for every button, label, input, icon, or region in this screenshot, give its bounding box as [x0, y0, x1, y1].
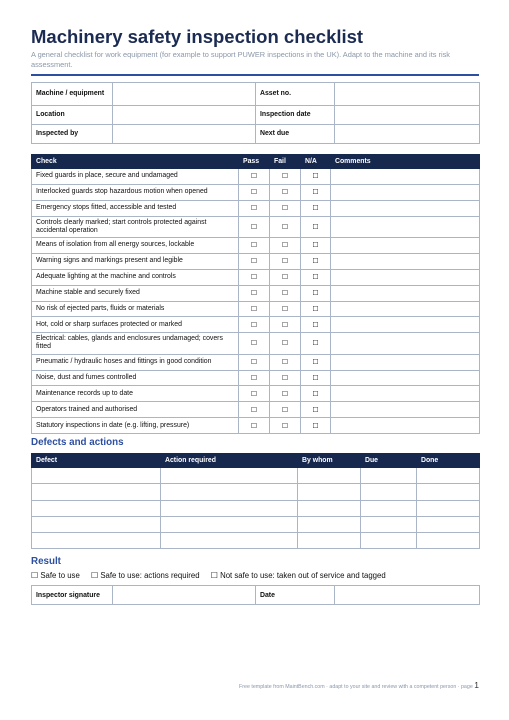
check-item-label: Maintenance records up to date: [32, 386, 239, 402]
pass-checkbox[interactable]: ☐: [239, 285, 270, 301]
check-item-label: Emergency stops fitted, accessible and tested: [32, 200, 239, 216]
pass-checkbox[interactable]: ☐: [239, 354, 270, 370]
defect-column-header: Defect: [32, 454, 161, 468]
page-footer: [31, 680, 479, 690]
result-option-not-safe[interactable]: ☐ Not safe to use: taken out of service and tagged: [210, 571, 386, 580]
page-number: 1: [474, 680, 479, 690]
signature-date-label: Date: [256, 586, 335, 605]
fail-checkbox[interactable]: ☐: [270, 402, 301, 418]
comments-cell[interactable]: [331, 285, 480, 301]
defects-table: [31, 453, 480, 549]
checklist-row: [32, 354, 480, 370]
checklist-row: [32, 317, 480, 333]
fail-checkbox[interactable]: ☐: [270, 285, 301, 301]
defects-header-row: [32, 454, 480, 468]
result-section-title: Result: [31, 556, 61, 567]
inspection-info-table: [31, 82, 480, 144]
checklist-row: [32, 402, 480, 418]
pass-checkbox[interactable]: ☐: [239, 253, 270, 269]
fail-checkbox[interactable]: ☐: [270, 200, 301, 216]
na-checkbox[interactable]: ☐: [301, 317, 331, 333]
comments-cell[interactable]: [331, 269, 480, 285]
na-checkbox[interactable]: ☐: [301, 285, 331, 301]
by-whom-cell[interactable]: [298, 500, 361, 516]
done-cell[interactable]: [417, 484, 480, 500]
pass-checkbox[interactable]: ☐: [239, 402, 270, 418]
checkbox-icon[interactable]: ☐: [210, 571, 218, 580]
by-whom-cell[interactable]: [298, 516, 361, 532]
title-divider: [31, 74, 479, 76]
location-field[interactable]: [113, 106, 256, 125]
na-checkbox[interactable]: ☐: [301, 354, 331, 370]
na-checkbox[interactable]: ☐: [301, 200, 331, 216]
result-option-safe[interactable]: ☐ Safe to use: [31, 571, 80, 580]
pass-checkbox[interactable]: ☐: [239, 200, 270, 216]
fail-checkbox[interactable]: ☐: [270, 370, 301, 386]
action-cell[interactable]: [161, 484, 298, 500]
check-item-label: Means of isolation from all energy sources, lockable: [32, 237, 239, 253]
comments-cell[interactable]: [331, 301, 480, 317]
comments-cell[interactable]: [331, 317, 480, 333]
comments-cell[interactable]: [331, 237, 480, 253]
by-whom-column-header: By whom: [298, 454, 361, 468]
checklist-row: [32, 418, 480, 434]
check-item-label: Fixed guards in place, secure and undamaged: [32, 169, 239, 185]
comments-cell[interactable]: [331, 253, 480, 269]
defect-cell[interactable]: [32, 484, 161, 500]
action-cell[interactable]: [161, 516, 298, 532]
checklist-table: [31, 154, 480, 434]
pass-checkbox[interactable]: ☐: [239, 237, 270, 253]
fail-checkbox[interactable]: ☐: [270, 418, 301, 434]
result-options: [31, 571, 395, 580]
comments-cell[interactable]: [331, 402, 480, 418]
checklist-row: [32, 370, 480, 386]
comments-cell[interactable]: [331, 418, 480, 434]
defect-row: [32, 533, 480, 549]
na-checkbox[interactable]: ☐: [301, 253, 331, 269]
comments-cell[interactable]: [331, 386, 480, 402]
inspector-signature-field[interactable]: [113, 586, 256, 605]
na-checkbox[interactable]: ☐: [301, 216, 331, 237]
checklist-row: [32, 169, 480, 185]
page-subtitle: A general checklist for work equipment (for example to support PUWER inspections in the UK). Adapt to the machine and its risk assessment.: [31, 50, 450, 69]
fail-checkbox[interactable]: ☐: [270, 354, 301, 370]
checklist-row: [32, 200, 480, 216]
fail-checkbox[interactable]: ☐: [270, 301, 301, 317]
na-column-header: N/A: [301, 155, 331, 169]
checklist-row: [32, 184, 480, 200]
due-cell[interactable]: [361, 516, 417, 532]
check-column-header: Check: [32, 155, 239, 169]
checklist-header-row: [32, 155, 480, 169]
defect-cell[interactable]: [32, 468, 161, 484]
defect-row: [32, 500, 480, 516]
pass-column-header: Pass: [239, 155, 270, 169]
action-cell[interactable]: [161, 468, 298, 484]
na-checkbox[interactable]: ☐: [301, 370, 331, 386]
inspection-date-field[interactable]: [335, 106, 480, 125]
na-checkbox[interactable]: ☐: [301, 237, 331, 253]
fail-checkbox[interactable]: ☐: [270, 386, 301, 402]
signature-date-field[interactable]: [335, 586, 480, 605]
action-cell[interactable]: [161, 533, 298, 549]
check-item-label: Statutory inspections in date (e.g. lifting, pressure): [32, 418, 239, 434]
checklist-row: [32, 237, 480, 253]
na-checkbox[interactable]: ☐: [301, 269, 331, 285]
fail-checkbox[interactable]: ☐: [270, 216, 301, 237]
check-item-label: Machine stable and securely fixed: [32, 285, 239, 301]
due-cell[interactable]: [361, 500, 417, 516]
check-item-label: No risk of ejected parts, fluids or materials: [32, 301, 239, 317]
fail-checkbox[interactable]: ☐: [270, 237, 301, 253]
checklist-row: [32, 253, 480, 269]
pass-checkbox[interactable]: ☐: [239, 216, 270, 237]
inspected-by-label: Inspected by: [32, 125, 113, 144]
page-title: Machinery safety inspection checklist: [31, 26, 364, 47]
pass-checkbox[interactable]: ☐: [239, 418, 270, 434]
next-due-label: Next due: [256, 125, 335, 144]
machine-label: Machine / equipment: [32, 83, 113, 106]
checklist-row: [32, 269, 480, 285]
fail-checkbox[interactable]: ☐: [270, 333, 301, 354]
checkbox-icon[interactable]: ☐: [90, 571, 99, 580]
due-cell[interactable]: [361, 533, 417, 549]
inspector-signature-label: Inspector signature: [32, 586, 113, 605]
defect-row: [32, 516, 480, 532]
defect-cell[interactable]: [32, 500, 161, 516]
fail-checkbox[interactable]: ☐: [270, 317, 301, 333]
due-cell[interactable]: [361, 468, 417, 484]
checklist-row: [32, 216, 480, 237]
check-item-label: Interlocked guards stop hazardous motion when opened: [32, 184, 239, 200]
na-checkbox[interactable]: ☐: [301, 386, 331, 402]
check-item-label: Adequate lighting at the machine and controls: [32, 269, 239, 285]
due-cell[interactable]: [361, 484, 417, 500]
check-item-label: Operators trained and authorised: [32, 402, 239, 418]
fail-checkbox[interactable]: ☐: [270, 253, 301, 269]
fail-column-header: Fail: [270, 155, 301, 169]
comments-cell[interactable]: [331, 169, 480, 185]
checklist-row: [32, 301, 480, 317]
asset-no-field[interactable]: [335, 83, 480, 106]
inspected-by-field[interactable]: [113, 125, 256, 144]
defects-section-title: Defects and actions: [31, 437, 124, 448]
checkbox-icon[interactable]: ☐: [31, 571, 39, 580]
fail-checkbox[interactable]: ☐: [270, 269, 301, 285]
na-checkbox[interactable]: ☐: [301, 333, 331, 354]
comments-cell[interactable]: [331, 333, 480, 354]
pass-checkbox[interactable]: ☐: [239, 169, 270, 185]
signature-table: [31, 585, 480, 605]
done-cell[interactable]: [417, 533, 480, 549]
na-checkbox[interactable]: ☐: [301, 301, 331, 317]
defect-row: [32, 468, 480, 484]
na-checkbox[interactable]: ☐: [301, 184, 331, 200]
comments-cell[interactable]: [331, 370, 480, 386]
by-whom-cell[interactable]: [298, 484, 361, 500]
check-item-label: Hot, cold or sharp surfaces protected or marked: [32, 317, 239, 333]
result-option-safe-with-actions[interactable]: ☐ Safe to use: actions required: [90, 571, 200, 580]
next-due-field[interactable]: [335, 125, 480, 144]
comments-cell[interactable]: [331, 216, 480, 237]
footer-text: Free template from MaintBench.com · adapt to your site and review with a competent person · page: [239, 684, 473, 690]
checklist-row: [32, 386, 480, 402]
defect-cell[interactable]: [32, 533, 161, 549]
check-item-label: Noise, dust and fumes controlled: [32, 370, 239, 386]
na-checkbox[interactable]: ☐: [301, 418, 331, 434]
pass-checkbox[interactable]: ☐: [239, 269, 270, 285]
done-cell[interactable]: [417, 500, 480, 516]
pass-checkbox[interactable]: ☐: [239, 184, 270, 200]
inspection-date-label: Inspection date: [256, 106, 335, 125]
checklist-row: [32, 285, 480, 301]
check-item-label: Electrical: cables, glands and enclosures undamaged; covers fitted: [32, 333, 239, 354]
pass-checkbox[interactable]: ☐: [239, 386, 270, 402]
na-checkbox[interactable]: ☐: [301, 402, 331, 418]
location-label: Location: [32, 106, 113, 125]
done-cell[interactable]: [417, 468, 480, 484]
defect-row: [32, 484, 480, 500]
fail-checkbox[interactable]: ☐: [270, 169, 301, 185]
na-checkbox[interactable]: ☐: [301, 169, 331, 185]
checklist-row: [32, 333, 480, 354]
action-cell[interactable]: [161, 500, 298, 516]
done-cell[interactable]: [417, 516, 480, 532]
check-item-label: Warning signs and markings present and legible: [32, 253, 239, 269]
checklist-body: [32, 169, 480, 434]
comments-column-header: Comments: [331, 155, 480, 169]
defect-cell[interactable]: [32, 516, 161, 532]
fail-checkbox[interactable]: ☐: [270, 184, 301, 200]
action-column-header: Action required: [161, 454, 298, 468]
pass-checkbox[interactable]: ☐: [239, 317, 270, 333]
by-whom-cell[interactable]: [298, 468, 361, 484]
pass-checkbox[interactable]: ☐: [239, 370, 270, 386]
pass-checkbox[interactable]: ☐: [239, 333, 270, 354]
pass-checkbox[interactable]: ☐: [239, 301, 270, 317]
machine-field[interactable]: [113, 83, 256, 106]
check-item-label: Controls clearly marked; start controls protected against accidental operation: [32, 216, 239, 237]
asset-no-label: Asset no.: [256, 83, 335, 106]
comments-cell[interactable]: [331, 200, 480, 216]
done-column-header: Done: [417, 454, 480, 468]
check-item-label: Pneumatic / hydraulic hoses and fittings in good condition: [32, 354, 239, 370]
due-column-header: Due: [361, 454, 417, 468]
by-whom-cell[interactable]: [298, 533, 361, 549]
comments-cell[interactable]: [331, 354, 480, 370]
comments-cell[interactable]: [331, 184, 480, 200]
